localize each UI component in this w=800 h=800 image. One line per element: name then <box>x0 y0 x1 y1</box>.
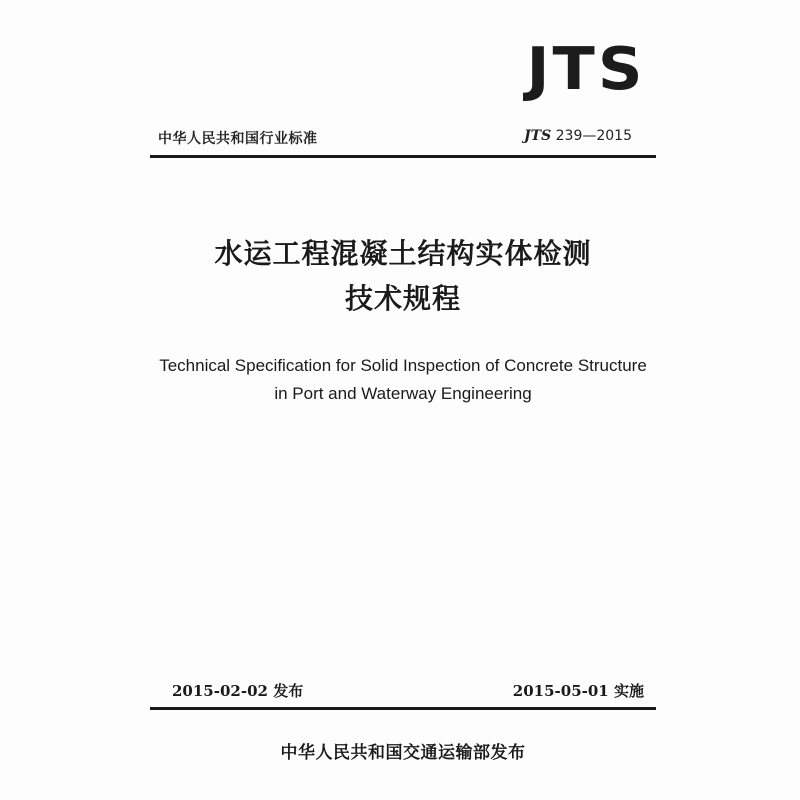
title-english-line-2: in Port and Waterway Engineering <box>274 384 532 403</box>
bottom-divider <box>150 707 656 710</box>
standard-category: 中华人民共和国行业标准 <box>158 131 318 147</box>
top-divider <box>150 155 656 158</box>
issue-date-value: 2015-02-02 <box>172 682 268 700</box>
standard-code-number: 239—2015 <box>555 128 632 144</box>
standard-code-prefix: JTS <box>524 128 552 144</box>
effective-date <box>513 680 644 701</box>
standard-code <box>524 128 632 144</box>
jts-logo: JTS <box>526 33 646 104</box>
publisher: 中华人民共和国交通运输部发布 <box>280 743 526 763</box>
title-chinese-line-2: 技术规程 <box>344 282 461 315</box>
effective-date-value: 2015-05-01 <box>512 682 609 700</box>
title-chinese-line-1: 水运工程混凝土结构实体检测 <box>214 237 592 270</box>
title-english-line-1: Technical Specification for Solid Inspection of Concrete Structure <box>159 356 647 375</box>
issue-date <box>172 680 303 701</box>
issue-date-label: 发布 <box>273 682 304 700</box>
effective-date-label: 实施 <box>613 682 644 700</box>
